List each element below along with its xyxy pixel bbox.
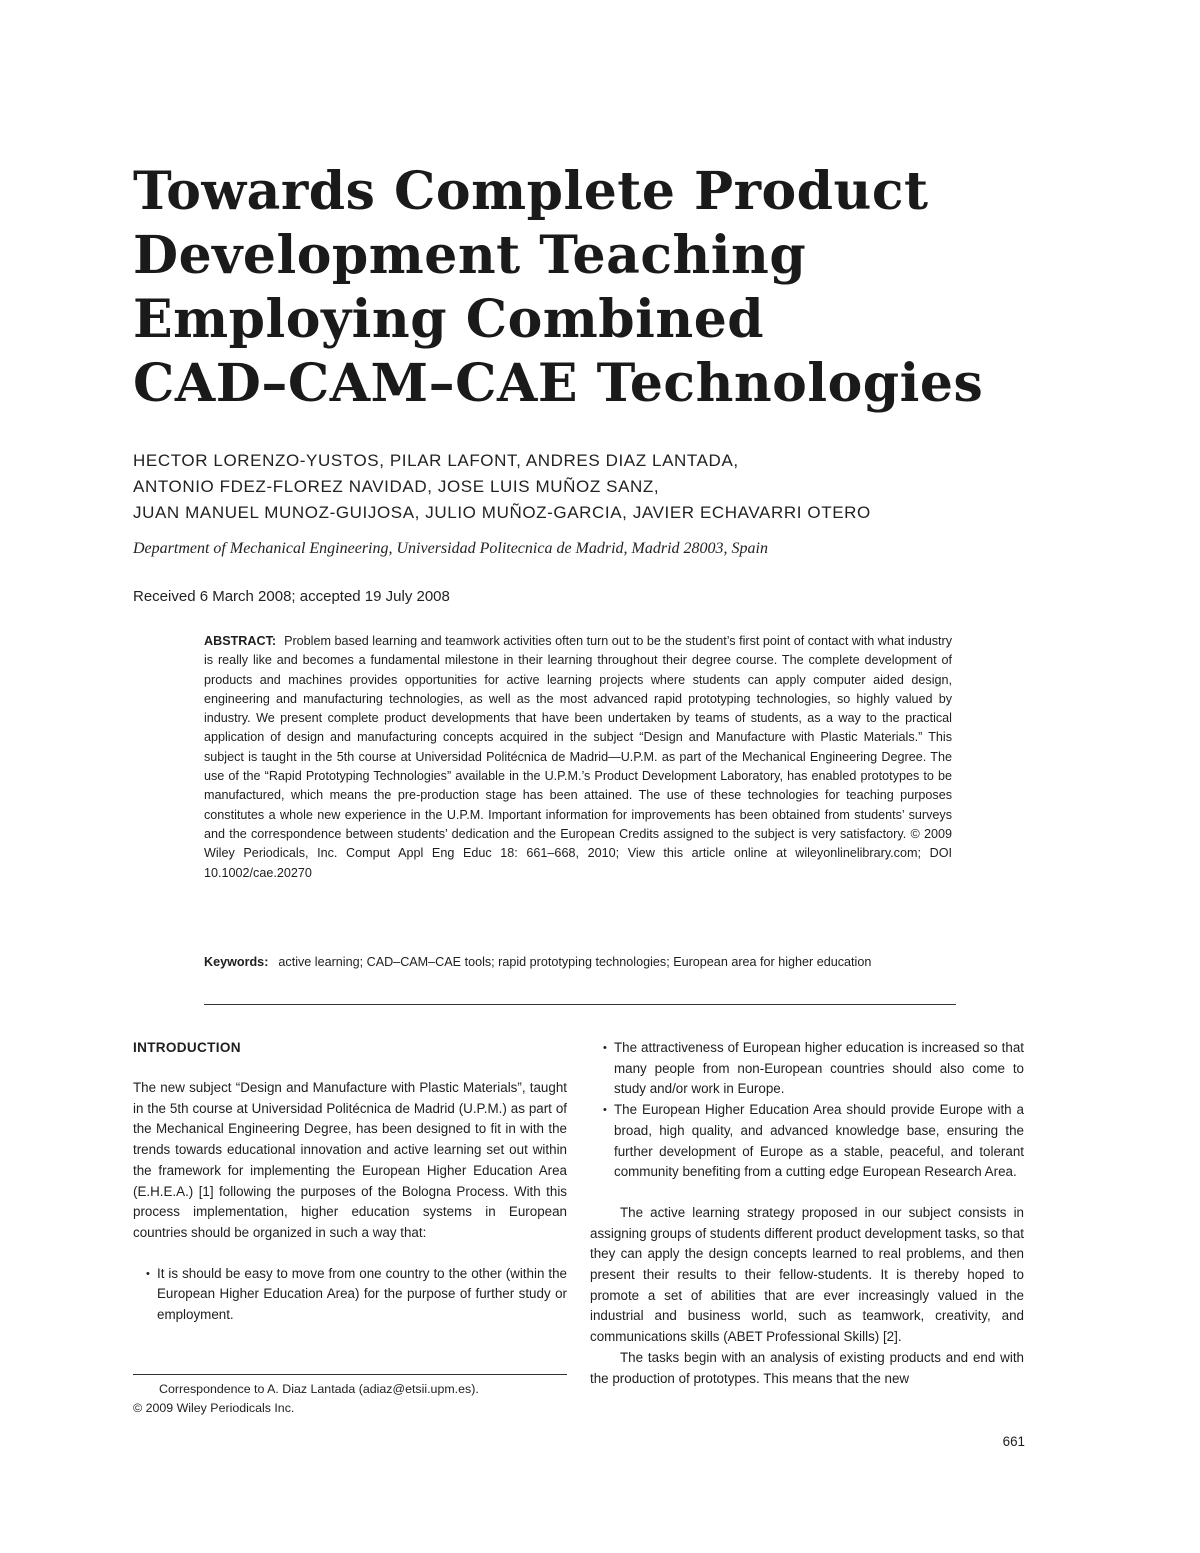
author-line-1: HECTOR LORENZO-YUSTOS, PILAR LAFONT, ANDRES DIAZ LANTADA, <box>133 451 739 470</box>
bullet-icon: • <box>603 1104 607 1117</box>
author-list <box>133 448 1093 526</box>
abstract-text: Problem based learning and teamwork activities often turn out to be the student’s first point of contact with what industry is really like and becomes a fundamental milestone in their learning throughout their degree course. The complete development of products and machines provides opportunities for active learning projects where students can apply computer aided design, engineering and manufacturing technologies, as well as the most advanced rapid prototyping technologies, so highly valued by industry. We present complete product developments that have been undertaken by teams of students, as a way to the practical application of design and manufacturing concepts acquired in the subject “Design and Manufacture with Plastic Materials.” This subject is taught in the 5th course at Universidad Politécnica de Madrid—U.P.M. as part of the Mechanical Engineering Degree. The use of the “Rapid Prototyping Technologies” available in the U.P.M.’s Product Development Laboratory, has enabled prototypes to be manufactured, which means the pre-production stage has been attained. The use of these technologies for teaching purposes constitutes a whole new experience in the U.P.M. Important information for improvements has been obtained from students’ surveys and the correspondence between students’ dedication and the European Credits assigned to the subject is very satisfactory. © 2009 Wiley Periodicals, Inc. Comput Appl Eng Educ 18: 661–668, 2010; View this article online at wileyonlinelibrary.com; DOI 10.1002/cae.20270 <box>204 634 952 880</box>
author-line-3: JUAN MANUEL MUNOZ-GUIJOSA, JULIO MUÑOZ-GARCIA, JAVIER ECHAVARRI OTERO <box>133 503 871 522</box>
received-dates: Received 6 March 2008; accepted 19 July 2008 <box>133 588 450 605</box>
list-item <box>590 1038 1024 1100</box>
list-item-text: The European Higher Education Area should provide Europe with a broad, high quality, and advanced knowledge base, ensuring the further development of Europe as a stable, peaceful, and tolerant community benefiting from a cutting edge European Research Area. <box>614 1102 1024 1180</box>
intro-paragraph-3: The tasks begin with an analysis of existing products and end with the production of prototypes. This means that the new <box>590 1349 1024 1386</box>
copyright-note: © 2009 Wiley Periodicals Inc. <box>133 1401 295 1415</box>
list-item-text: It is should be easy to move from one country to the other (within the European Higher Education Area) for the purpose of further study or employment. <box>157 1265 567 1323</box>
section-heading-introduction: INTRODUCTION <box>133 1040 241 1055</box>
keywords-text: active learning; CAD–CAM–CAE tools; rapid prototyping technologies; European area for higher education <box>278 955 872 969</box>
title-line-3: Employing Combined <box>133 289 765 350</box>
title-line-2: Development Teaching <box>133 225 807 286</box>
right-column <box>590 1038 1024 1389</box>
intro-paragraph-2: The active learning strategy proposed in our subject consists in assigning groups of students different product development tasks, so that they can apply the design concepts learned to real problems, and then present their results to their fellow-students. It is thereby hoped to promote a set of abilities that are ever increasingly valued in the industrial and business world, such as teamwork, creativity, and communications skills (ABET Professional Skills) [2]. <box>590 1204 1024 1345</box>
title-line-4: CAD–CAM–CAE Technologies <box>133 353 984 414</box>
intro-paragraph-1: The new subject “Design and Manufacture with Plastic Materials”, taught in the 5th course at Universidad Politécnica de Madrid (U.P.M.) as part of the Mechanical Engineering Degree, has been designed to fit in with the trends towards educational innovation and active learning set out within the framework for implementing the European Higher Education Area (E.H.E.A.) [1] following the purposes of the Bologna Process. With this process implementation, higher education systems in European countries should be organized in such a way that: <box>133 1080 567 1240</box>
list-item <box>133 1264 567 1326</box>
page-number: 661 <box>1002 1434 1025 1449</box>
title-line-1: Towards Complete Product <box>133 161 929 222</box>
left-column <box>133 1038 567 1326</box>
correspondence-note: Correspondence to A. Diaz Lantada (adiaz@etsii.upm.es). <box>159 1382 479 1396</box>
paper-title <box>133 160 1073 416</box>
abstract <box>204 632 952 883</box>
bologna-goals-list <box>133 1264 567 1326</box>
author-line-2: ANTONIO FDEZ-FLOREZ NAVIDAD, JOSE LUIS MUÑOZ SANZ, <box>133 477 660 496</box>
keywords-label: Keywords: <box>204 955 269 969</box>
footnote-divider <box>133 1374 567 1375</box>
bullet-icon: • <box>146 1267 150 1280</box>
bullet-icon: • <box>603 1042 607 1054</box>
footnote <box>133 1380 567 1418</box>
keywords <box>204 953 952 972</box>
abstract-divider <box>204 1004 956 1005</box>
affiliation: Department of Mechanical Engineering, Universidad Politecnica de Madrid, Madrid 28003, Spain <box>133 540 768 557</box>
abstract-label: ABSTRACT: <box>204 634 277 648</box>
bologna-goals-list-continued <box>590 1038 1024 1183</box>
list-item-text: The attractiveness of European higher education is increased so that many people from non-European countries should also come to study and/or work in Europe. <box>614 1040 1024 1097</box>
list-item <box>590 1100 1024 1183</box>
